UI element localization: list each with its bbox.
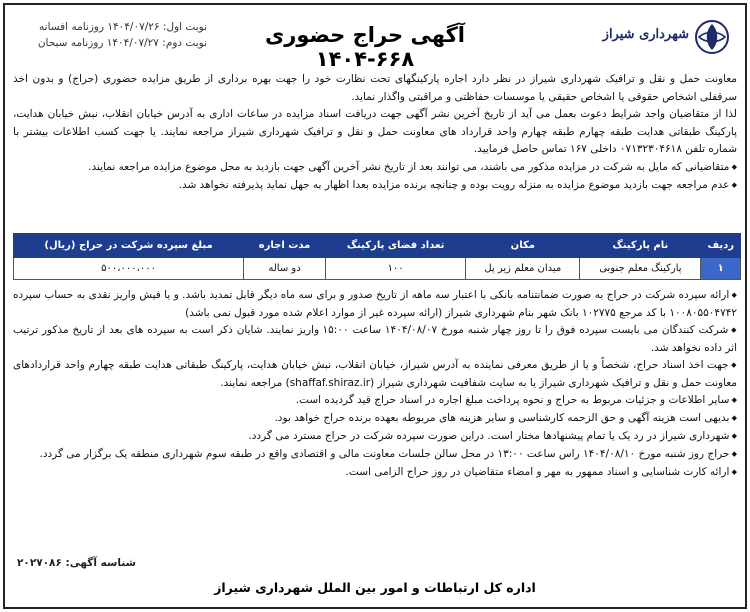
parking-name: پارکینگ معلم جنوبی [580,258,701,280]
column-header: مدت اجاره [244,234,326,258]
publication-first: نوبت اول: ۱۴۰۴/۰۷/۲۶ روزنامه افسانه [39,21,207,33]
visit-note: ◆ عدم مراجعه جهت بازدید موضوع مزایده به منزله رویت بوده و چنانچه برنده مزایده بعدا اظهار به جهل نماید پذیرفته نخواهد شد. [13,177,737,196]
term-item: ◆ سایر اطلاعات و جزئیات مربوط به حراج و نحوه پرداخت مبلغ اجاره در اسناد حراج قید گردیده است. [13,392,737,410]
term-item: ◆ بدیهی است هزینه آگهی و حق الزحمه کارشناسی و سایر هزینه های مربوطه بعهده برنده حراج خواهد بود. [13,410,737,428]
intro-paragraph: لذا از متقاضیان واجد شرایط دعوت بعمل می آید از تاریخ آخرین نشر آگهی جهت دریافت اسناد مزایده در ساعات اداری به آدرس خیابان انقلاب، نبش خیابان هدایت، پارکینگ طبقاتی هدایت طبقه چهارم طبقه چهارم واحد قرارداد های معاونت حمل و نقل و ترافیک شهرداری شیراز مراجعه نمایند. یا جهت کسب اطلاعات بیشتر با شماره تلفن ۰۷۱۳۲۳۰۴۶۱۸ داخلی ۱۶۷ تماس حاصل فرمایید. [13,108,737,155]
parking-table [13,233,741,280]
column-header: نام پارکینگ [580,234,701,258]
column-header: ردیف [701,234,741,258]
column-header: مبلغ سپرده شرکت در حراج (ریال) [14,234,244,258]
table-row [14,258,741,280]
term-item: ◆ حراج روز شنبه مورخ ۱۴۰۴/۰۸/۱۰ راس ساعت ۱۳:۰۰ در محل سالن جلسات معاونت مالی و اقتصادی واقع در طبقه سوم شهرداری منطقه یک برگزار می گردد. [13,446,737,464]
intro-paragraph: معاونت حمل و نقل و ترافیک شهرداری شیراز در نظر دارد اجاره پارکینگهای تحت نظارت خود را جهت بهره برداری از طریق مزایده حضوری (حراج) و بدون اخذ سرقفلی اشخاص حقوقی یا اشخاص حقیقی یا موسسات حفاظتی و مراقبتی واگذار نماید. [13,73,737,103]
column-header: مکان [466,234,580,258]
deposit-amount: ۵۰۰،۰۰۰،۰۰۰ [14,258,244,280]
lease-duration: دو ساله [244,258,326,280]
intro-text [13,71,737,196]
term-item: ◆ جهت اخذ اسناد حراج، شخصاً و یا از طریق معرفی نماینده به آدرس شیراز، خیابان انقلاب، نبش خیابان هدایت، پارکینگ طبقاتی هدایت طبقه چهارم واحد قراردادهای معاونت حمل و نقل و ترافیک شهرداری شیراز یا به سایت شفافیت شهرداری شیراز (shaffaf.shiraz.ir) مراجعه نمایند. [13,357,737,392]
issuing-office: اداره کل ارتباطات و امور بین الملل شهرداری شیراز [214,580,536,595]
term-item: ◆ شرکت کنندگان می بایست سپرده فوق را تا روز چهار شنبه مورخ ۱۴۰۴/۰۸/۰۷ ساعت ۱۵:۰۰ واریز نمایند. شایان ذکر است به سپرده های بعد از تاریخ مذکور ترتیب اثر داده نخواهد شد. [13,322,737,357]
auction-notice [3,3,747,609]
column-header: تعداد فضای پارکینگ [326,234,466,258]
term-item: ◆ ارائه کارت شناسایی و اسناد ممهور به مهر و امضاء متقاضیان در روز حراج الزامی است. [13,464,737,482]
row-index: ۱ [701,258,741,280]
visit-note: ◆ متقاضیانی که مایل به شرکت در مزایده مذکور می باشند، می توانند بعد از تاریخ نشر آخرین آگهی جهت بازدید به محل موضوع مزایده مراجعه نمایند. [13,159,737,178]
term-item: ◆ شهرداری شیراز در رد یک یا تمام پیشنهادها مختار است. دراین صورت سپرده شرکت در حراج مسترد می گردد. [13,428,737,446]
term-item: ◆ ارائه سپرده شرکت در حراج به صورت ضمانتنامه بانکی با اعتبار سه ماهه از تاریخ صدور و برای سه ماه دیگر قابل تمدید باشد. و یا فیش واریز نقدی به حساب سپرده ۱۰۰۸۰۵۵۰۴۷۴۲ با کد مرجع ۱۰۲۷۷۵ بانک شهر بنام شهرداری شیراز (ارائه سپرده غیر از موارد اعلام شده مورد قبول نمی باشد) [13,287,737,322]
table-header-row [14,234,741,258]
parking-capacity: ۱۰۰ [326,258,466,280]
terms-list [13,287,737,482]
notice-title: آگهی حراج حضوری ۶۶۸-۱۴۰۴ [264,23,465,71]
logo-text: شهرداری شیراز [602,27,689,42]
shiraz-municipality-logo-icon [693,19,731,55]
parking-location: میدان معلم زیر پل [466,258,580,280]
publication-info [17,19,207,51]
notice-header [5,5,745,71]
notice-id: شناسه آگهی: ۲۰۲۷۰۸۶ [17,557,136,569]
municipality-logo [602,17,731,57]
publication-second: نوبت دوم: ۱۴۰۴/۰۷/۲۷ روزنامه سبحان [37,37,207,49]
